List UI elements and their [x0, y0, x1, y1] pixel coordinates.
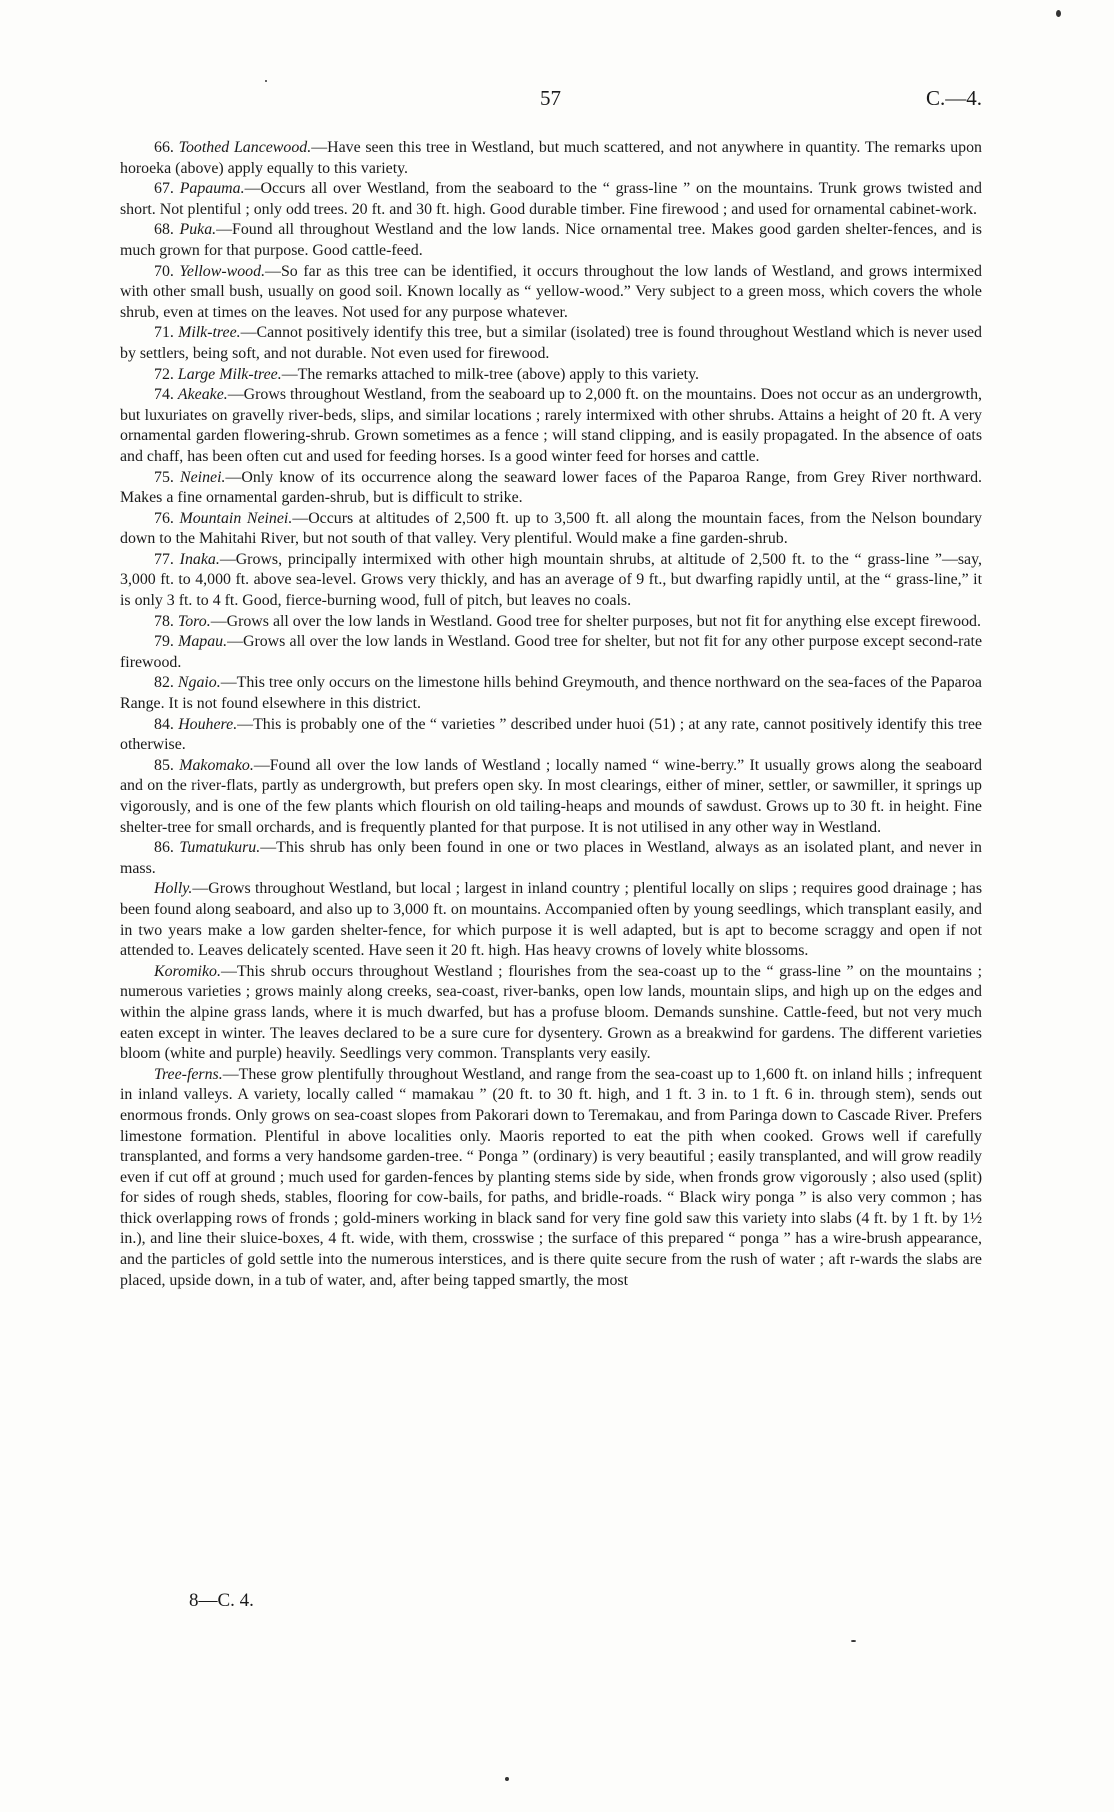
paragraph-86: 86. Tumatukuru.—This shrub has only been found in one or two places in Westland, always as an isolated plant, and never in mass.: [120, 839, 982, 877]
paragraph-78: 78. Toro.—Grows all over the low lands in Westland. Good tree for shelter purposes, but not fit for anything else except firewood.: [154, 612, 981, 630]
paragraph-72: 72. Large Milk-tree.—The remarks attached to milk-tree (above) apply to this variety.: [154, 365, 699, 383]
page-body: [120, 138, 982, 1291]
page-number: 57: [540, 86, 561, 110]
page-header: [120, 86, 982, 116]
paragraph-66: 66. Toothed Lancewood.—Have seen this tree in Westland, but much scattered, and not anywhere in quantity. The remarks upon horoeka (above) apply equally to this variety.: [120, 139, 982, 177]
paragraph-84: 84. Houhere.—This is probably one of the “ varieties ” described under huoi (51) ; at any rate, cannot positively identify this tree otherwise.: [120, 715, 982, 754]
paragraph-71: 71. Milk-tree.—Cannot positively identify this tree, but a similar (isolated) tree is found throughout Westland which is never used by settlers, being soft, and not durable. Not even used for firewood.: [120, 324, 982, 362]
paragraph-76: 76. Mountain Neinei.—Occurs at altitudes of 2,500 ft. up to 3,500 ft. all along the mountain faces, from the Nelson boundary down to the Mahitahi River, but not south of that valley. Very plentiful. Would make a fine garden-shrub.: [120, 509, 982, 548]
paragraph-70: 70. Yellow-wood.—So far as this tree can be identified, it occurs throughout the low lands of Westland, and grows intermixed with other small bush, usually on good soil. Known locally as “ yellow-wood.” Very subject to a green moss, which covers the whole shrub, even at times on the leaves. Not used for any purpose whatever.: [120, 262, 982, 321]
ink-speck: [1056, 10, 1061, 17]
page-footer-signature: 8—C. 4.: [189, 1590, 254, 1611]
ink-speck: [265, 80, 267, 82]
paragraph-74: 74. Akeake.—Grows throughout Westland, from the seaboard up to 2,000 ft. on the mountains. Does not occur as an undergrowth, but luxuriates on gravelly river-beds, slips, and similar locations ; rarely intermixed with other shrubs. Attains a height of 20 ft. A very ornamental garden flowering-shrub. Grown sometimes as a fence ; will stand clipping, and is easily propagated. In the absence of oats and chaff, has been often cut and used for feeding horses. Is a good winter feed for horses and cattle.: [120, 386, 982, 465]
paragraph-tree-ferns: Tree-ferns.—These grow plentifully throughout Westland, and range from the sea-coast up to 1,600 ft. on inland hills ; infrequent in inland valleys. A variety, locally called “ mamakau ” (20 ft. to 30 ft. high, and 1 ft. 3 in. to 1 ft. 6 in. through stem), sends out enormous fronds. Only grows on sea-coast slopes from Pakorari down to Teremakau, and from Paringa down to Cascade River. Prefers limestone formation. Plentiful in above localities only. Maoris reported to eat the pith when cooked. Grows well if carefully transplanted, and forms a very handsome garden-tree. “ Ponga ” (ordinary) is very beautiful ; easily transplanted, and will grow readily even if cut off at ground ; much used for garden-fences by planting stems side by side, when fronds grow vigorously ; also used (split) for sides of rough sheds, stables, flooring for cow-bails, for paths, and bridle-roads. “ Black wiry ponga ” is also very common ; has thick overlapping rows of fronds ; gold-miners working in black sand for very fine gold saw this variety into slabs (4 ft. by 1 ft. by 1½ in.), and line their sluice-boxes, 4 ft. wide, with them, crosswise ; the surface of this prepared “ ponga ” has a wire-brush appearance, and the particles of gold settle into the numerous interstices, and is there quite secure from the rush of water ; aft r-wards the slabs are placed, upside down, in a tub of water, and, after being tapped smartly, the most: [120, 1065, 982, 1289]
document-reference: C.—4.: [925, 86, 982, 110]
paragraph-holly: Holly.—Grows throughout Westland, but local ; largest in inland country ; plentiful locally on slips ; requires good drainage ; has been found along seaboard, and also up to 3,000 ft. on mountains. Accompanied often by young seedlings, which transplant easily, and in two years make a low garden shelter-fence, for which purpose it is well adapted, but is apt to become scraggy and open if not attended to. Leaves delicately scented. Have seen it 20 ft. high. Has heavy crowns of lovely white blossoms.: [120, 880, 982, 960]
paragraph-77: 77. Inaka.—Grows, principally intermixed with other high mountain shrubs, at altitude of 2,500 ft. to the “ grass-line ”—say, 3,000 ft. to 4,000 ft. above sea-level. Grows very thickly, and has an average of 9 ft., but dwarfing rapidly until, at the “ grass-line,” it is only 3 ft. to 4 ft. Good, fierce-burning wood, full of pitch, but leaves no coals.: [120, 550, 982, 610]
paragraph-koromiko: Koromiko.—This shrub occurs throughout Westland ; flourishes from the sea-coast up to the “ grass-line ” on the mountains ; numerous varieties ; grows mainly along creeks, sea-coast, river-banks, open low lands, mountain slips, and high up on the edges and within the alpine grass lands, where it is much dwarfed, but has a profuse bloom. Demands sunshine. Cattle-feed, but not very much eaten except in winter. The leaves declared to be a sure cure for dysentery. Grown as a breakwind for gardens. The different varieties bloom (white and purple) heavily. Seedlings very common. Transplants very easily.: [120, 962, 982, 1063]
ink-speck: [851, 1640, 856, 1642]
paragraph-67: 67. Papauma.—Occurs all over Westland, from the seaboard to the “ grass-line ” on the mountains. Trunk grows twisted and short. Not plentiful ; only odd trees. 20 ft. and 30 ft. high. Good durable timber. Fine firewood ; and used for ornamental cabinet-work.: [120, 180, 982, 218]
paragraph-75: 75. Neinei.—Only know of its occurrence along the seaward lower faces of the Paparoa Range, from Grey River northward. Makes a fine ornamental garden-shrub, but is difficult to strike.: [120, 468, 982, 507]
paragraph-85: 85. Makomako.—Found all over the low lands of Westland ; locally named “ wine-berry.” It usually grows along the seaboard and on the river-flats, partly as undergrowth, but prefers open sky. In most clearings, either of miner, settler, or sawmiller, it springs up vigorously, and is one of the few plants which flourish on old tailing-heaps and mounds of sawdust. Grows up to 30 ft. in height. Fine shelter-tree for small orchards, and is frequently planted for that purpose. It is not utilised in any other way in Westland.: [120, 756, 982, 836]
paragraph-79: 79. Mapau.—Grows all over the low lands in Westland. Good tree for shelter, but not fit for any other purpose except second-rate firewood.: [120, 633, 982, 671]
paragraph-82: 82. Ngaio.—This tree only occurs on the limestone hills behind Greymouth, and thence northward on the sea-faces of the Paparoa Range. It is not found elsewhere in this district.: [120, 674, 982, 713]
ink-speck: [505, 1777, 509, 1781]
paragraph-68: 68. Puka.—Found all throughout Westland and the low lands. Nice ornamental tree. Makes good garden shelter-fences, and is much grown for that purpose. Good cattle-feed.: [120, 221, 982, 259]
